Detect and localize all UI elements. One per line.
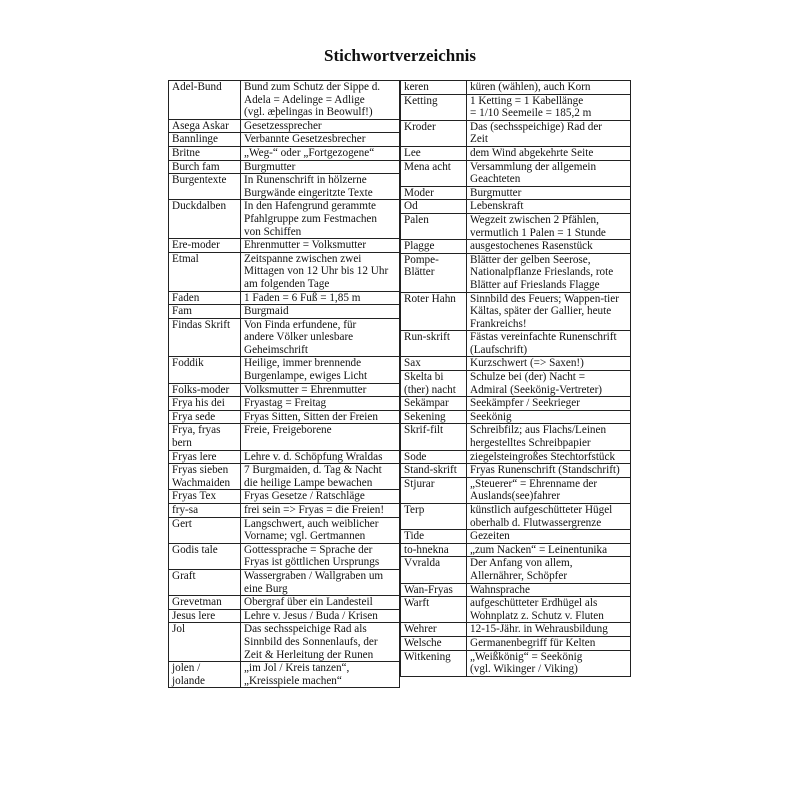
glossary-definition: „Weißkönig“ = Seekönig (vgl. Wikinger / Viking) bbox=[467, 650, 631, 676]
glossary-term: Frya sede bbox=[169, 410, 241, 424]
glossary-row bbox=[169, 490, 400, 504]
glossary-definition: „zum Nacken“ = Leinentunika bbox=[467, 543, 631, 557]
glossary-definition: dem Wind abgekehrte Seite bbox=[467, 146, 631, 160]
glossary-term: Sode bbox=[401, 450, 467, 464]
glossary-term: Sekämpar bbox=[401, 397, 467, 411]
glossary-definition: 1 Ketting = 1 Kabellänge = 1/10 Seemeile = 185,2 m bbox=[467, 94, 631, 120]
glossary-definition: Seekönig bbox=[467, 410, 631, 424]
glossary-term: Skrif-filt bbox=[401, 424, 467, 450]
glossary-row bbox=[169, 174, 400, 200]
glossary-definition: Wegzeit zwischen 2 Pfählen, vermutlich 1 Palen = 1 Stunde bbox=[467, 213, 631, 239]
glossary-term: Plagge bbox=[401, 240, 467, 254]
glossary-definition: Freie, Freigeborene bbox=[241, 424, 400, 450]
glossary-term: Run-skrift bbox=[401, 331, 467, 357]
glossary-row bbox=[169, 517, 400, 543]
glossary-term: Ketting bbox=[401, 94, 467, 120]
glossary-definition: Fryas Runenschrift (Standschrift) bbox=[467, 464, 631, 478]
glossary-term: Duckdalben bbox=[169, 200, 241, 239]
glossary-definition: „Weg-“ oder „Fortgezogene“ bbox=[241, 146, 400, 160]
glossary-term: Tide bbox=[401, 530, 467, 544]
glossary-definition: 7 Burgmaiden, d. Tag & Nacht die heilige Lampe bewachen bbox=[241, 464, 400, 490]
glossary-term: Stand-skrift bbox=[401, 464, 467, 478]
glossary-row bbox=[169, 119, 400, 133]
glossary-row bbox=[401, 253, 631, 292]
glossary-definition: Gezeiten bbox=[467, 530, 631, 544]
glossary-term: Bannlinge bbox=[169, 133, 241, 147]
glossary-row bbox=[401, 160, 631, 186]
glossary-table-right bbox=[400, 80, 631, 677]
glossary-definition: Sinnbild des Feuers; Wappen-tier Kältas, später der Gallier, heute Frankreichs! bbox=[467, 292, 631, 331]
glossary-term: Sax bbox=[401, 357, 467, 371]
glossary-row bbox=[169, 662, 400, 688]
glossary-definition: 1 Faden = 6 Fuß = 1,85 m bbox=[241, 291, 400, 305]
glossary-term: Fam bbox=[169, 305, 241, 319]
glossary-term: Mena acht bbox=[401, 160, 467, 186]
glossary-row bbox=[169, 596, 400, 610]
glossary-definition: Fryas Sitten, Sitten der Freien bbox=[241, 410, 400, 424]
glossary-term: Asega Askar bbox=[169, 119, 241, 133]
glossary-row bbox=[169, 464, 400, 490]
glossary-term: Folks-moder bbox=[169, 383, 241, 397]
glossary-row bbox=[401, 120, 631, 146]
glossary-row bbox=[401, 410, 631, 424]
glossary-term: Grevetman bbox=[169, 596, 241, 610]
glossary-row bbox=[169, 397, 400, 411]
glossary-definition: frei sein => Fryas = die Freien! bbox=[241, 504, 400, 518]
glossary-term: Welsche bbox=[401, 636, 467, 650]
glossary-definition: Langschwert, auch weiblicher Vorname; vgl. Gertmannen bbox=[241, 517, 400, 543]
glossary-definition: ziegelsteingroßes Stechtorfstück bbox=[467, 450, 631, 464]
glossary-term: Godis tale bbox=[169, 543, 241, 569]
glossary-definition: 12-15-Jähr. in Wehrausbildung bbox=[467, 623, 631, 637]
glossary-definition: Fryastag = Freitag bbox=[241, 397, 400, 411]
glossary-row bbox=[169, 160, 400, 174]
glossary-definition: Das sechsspeichige Rad als Sinnbild des Sonnenlaufs, der Zeit & Herleitung der Runen bbox=[241, 623, 400, 662]
glossary-term: Fryas Tex bbox=[169, 490, 241, 504]
glossary-definition: In den Hafengrund gerammte Pfahlgruppe zum Festmachen von Schiffen bbox=[241, 200, 400, 239]
glossary-definition: Der Anfang von allem, Allernährer, Schöpfer bbox=[467, 557, 631, 583]
glossary-definition: „Steuerer“ = Ehrenname der Auslands(see)fahrer bbox=[467, 477, 631, 503]
glossary-term: Frya, fryas bern bbox=[169, 424, 241, 450]
glossary-definition: Volksmutter = Ehrenmutter bbox=[241, 383, 400, 397]
glossary-definition: Das (sechsspeichige) Rad der Zeit bbox=[467, 120, 631, 146]
glossary-definition: Blätter der gelben Seerose, Nationalpflanze Frieslands, rote Blätter auf Frieslands Flagge bbox=[467, 253, 631, 292]
glossary-row bbox=[401, 583, 631, 597]
glossary-row bbox=[401, 146, 631, 160]
glossary-row bbox=[401, 292, 631, 331]
glossary-definition: Wahnsprache bbox=[467, 583, 631, 597]
glossary-term: Kroder bbox=[401, 120, 467, 146]
glossary-row bbox=[169, 383, 400, 397]
glossary-row bbox=[169, 450, 400, 464]
glossary-term: fry-sa bbox=[169, 504, 241, 518]
glossary-row bbox=[169, 291, 400, 305]
glossary-definition: Heilige, immer brennende Burgenlampe, ewiges Licht bbox=[241, 357, 400, 383]
glossary-term: Od bbox=[401, 200, 467, 214]
glossary-row bbox=[401, 597, 631, 623]
glossary-row bbox=[401, 94, 631, 120]
glossary-table-left bbox=[168, 80, 400, 688]
glossary-row bbox=[401, 200, 631, 214]
glossary-definition: Kurzschwert (=> Saxen!) bbox=[467, 357, 631, 371]
glossary-row bbox=[401, 477, 631, 503]
glossary-term: Gert bbox=[169, 517, 241, 543]
glossary-row bbox=[169, 252, 400, 291]
glossary-definition: Gottessprache = Sprache der Fryas ist göttlichen Ursprungs bbox=[241, 543, 400, 569]
glossary-definition: Burgmutter bbox=[467, 186, 631, 200]
glossary-definition: Zeitspanne zwischen zwei Mittagen von 12 Uhr bis 12 Uhr am folgenden Tage bbox=[241, 252, 400, 291]
page-title: Stichwortverzeichnis bbox=[323, 46, 477, 65]
glossary-term: Stjurar bbox=[401, 477, 467, 503]
glossary-definition: Lehre v. Jesus / Buda / Krisen bbox=[241, 609, 400, 623]
glossary-term: Jesus lere bbox=[169, 609, 241, 623]
glossary-row bbox=[401, 636, 631, 650]
glossary-row bbox=[169, 623, 400, 662]
glossary-row bbox=[169, 504, 400, 518]
glossary-row bbox=[401, 650, 631, 676]
glossary-term: Wehrer bbox=[401, 623, 467, 637]
glossary-row bbox=[169, 146, 400, 160]
glossary-row bbox=[169, 569, 400, 595]
glossary-row bbox=[169, 318, 400, 357]
glossary-definition: künstlich aufgeschütteter Hügel oberhalb d. Flutwassergrenze bbox=[467, 504, 631, 530]
glossary-definition: Lehre v. d. Schöpfung Wraldas bbox=[241, 450, 400, 464]
glossary-term: Vvralda bbox=[401, 557, 467, 583]
glossary-definition: Verbannte Gesetzesbrecher bbox=[241, 133, 400, 147]
glossary-definition: Gesetzessprecher bbox=[241, 119, 400, 133]
glossary-row bbox=[169, 424, 400, 450]
glossary-definition: Burgmaid bbox=[241, 305, 400, 319]
glossary-definition: Fästas vereinfachte Runenschrift (Laufschrift) bbox=[467, 331, 631, 357]
glossary-row bbox=[169, 133, 400, 147]
glossary-row bbox=[401, 424, 631, 450]
glossary-term: Britne bbox=[169, 146, 241, 160]
glossary-definition: Schulze bei (der) Nacht = Admiral (Seekönig-Vertreter) bbox=[467, 371, 631, 397]
glossary-row bbox=[401, 464, 631, 478]
glossary-term: Wan-Fryas bbox=[401, 583, 467, 597]
glossary-term: Faden bbox=[169, 291, 241, 305]
glossary-row bbox=[401, 331, 631, 357]
glossary-term: Skelta bi (ther) nacht bbox=[401, 371, 467, 397]
glossary-definition: küren (wählen), auch Korn bbox=[467, 81, 631, 95]
glossary-definition: Lebenskraft bbox=[467, 200, 631, 214]
glossary-term: Fryas sieben Wachmaiden bbox=[169, 464, 241, 490]
glossary-definition: Seekämpfer / Seekrieger bbox=[467, 397, 631, 411]
glossary-definition: Fryas Gesetze / Ratschläge bbox=[241, 490, 400, 504]
glossary-term: Burch fam bbox=[169, 160, 241, 174]
glossary-row bbox=[401, 450, 631, 464]
glossary-term: Lee bbox=[401, 146, 467, 160]
glossary-row bbox=[169, 357, 400, 383]
glossary-row bbox=[169, 543, 400, 569]
glossary-row bbox=[401, 543, 631, 557]
glossary-row bbox=[401, 504, 631, 530]
glossary-row bbox=[169, 410, 400, 424]
glossary-term: Ere-moder bbox=[169, 239, 241, 253]
glossary-definition: ausgestochenes Rasenstück bbox=[467, 240, 631, 254]
glossary-term: Jol bbox=[169, 623, 241, 662]
glossary-term: Findas Skrift bbox=[169, 318, 241, 357]
glossary-definition: Germanenbegriff für Kelten bbox=[467, 636, 631, 650]
glossary-definition: Von Finda erfundene, für andere Völker unlesbare Geheimschrift bbox=[241, 318, 400, 357]
glossary-term: Frya his dei bbox=[169, 397, 241, 411]
glossary-definition: Schreibfilz; aus Flachs/Leinen hergestelltes Schreibpapier bbox=[467, 424, 631, 450]
glossary-row bbox=[401, 371, 631, 397]
glossary-term: Adel-Bund bbox=[169, 81, 241, 120]
glossary-row bbox=[401, 240, 631, 254]
glossary-term: to-hnekna bbox=[401, 543, 467, 557]
glossary-row bbox=[169, 609, 400, 623]
glossary-term: Moder bbox=[401, 186, 467, 200]
glossary-row bbox=[169, 239, 400, 253]
glossary-term: Palen bbox=[401, 213, 467, 239]
glossary-row bbox=[401, 213, 631, 239]
glossary-term: Terp bbox=[401, 504, 467, 530]
glossary-definition: Bund zum Schutz der Sippe d. Adela = Adelinge = Adlige (vgl. æþelingas in Beowulf!) bbox=[241, 81, 400, 120]
glossary-row bbox=[401, 557, 631, 583]
glossary-term: Foddik bbox=[169, 357, 241, 383]
glossary-row bbox=[401, 623, 631, 637]
glossary-definition: Obergraf über ein Landesteil bbox=[241, 596, 400, 610]
glossary-term: Warft bbox=[401, 597, 467, 623]
glossary-row bbox=[401, 397, 631, 411]
glossary-term: Pompe- Blätter bbox=[401, 253, 467, 292]
glossary-term: Sekening bbox=[401, 410, 467, 424]
glossary-definition: Wassergraben / Wallgraben um eine Burg bbox=[241, 569, 400, 595]
glossary-definition: Burgmutter bbox=[241, 160, 400, 174]
glossary-row bbox=[169, 305, 400, 319]
glossary-term: keren bbox=[401, 81, 467, 95]
glossary-row bbox=[401, 81, 631, 95]
glossary-term: Fryas lere bbox=[169, 450, 241, 464]
glossary-row bbox=[169, 200, 400, 239]
glossary-row bbox=[169, 81, 400, 120]
glossary-term: Roter Hahn bbox=[401, 292, 467, 331]
glossary-term: Graft bbox=[169, 569, 241, 595]
glossary-definition: „im Jol / Kreis tanzen“, „Kreisspiele machen“ bbox=[241, 662, 400, 688]
glossary-definition: aufgeschütteter Erdhügel als Wohnplatz z. Schutz v. Fluten bbox=[467, 597, 631, 623]
glossary-term: jolen / jolande bbox=[169, 662, 241, 688]
glossary-term: Witkening bbox=[401, 650, 467, 676]
glossary-row bbox=[401, 357, 631, 371]
glossary-definition: Ehrenmutter = Volksmutter bbox=[241, 239, 400, 253]
glossary-term: Burgentexte bbox=[169, 174, 241, 200]
glossary-definition: Versammlung der allgemein Geachteten bbox=[467, 160, 631, 186]
glossary-definition: In Runenschrift in hölzerne Burgwände eingeritzte Texte bbox=[241, 174, 400, 200]
glossary-term: Etmal bbox=[169, 252, 241, 291]
glossary-row bbox=[401, 186, 631, 200]
glossary-row bbox=[401, 530, 631, 544]
